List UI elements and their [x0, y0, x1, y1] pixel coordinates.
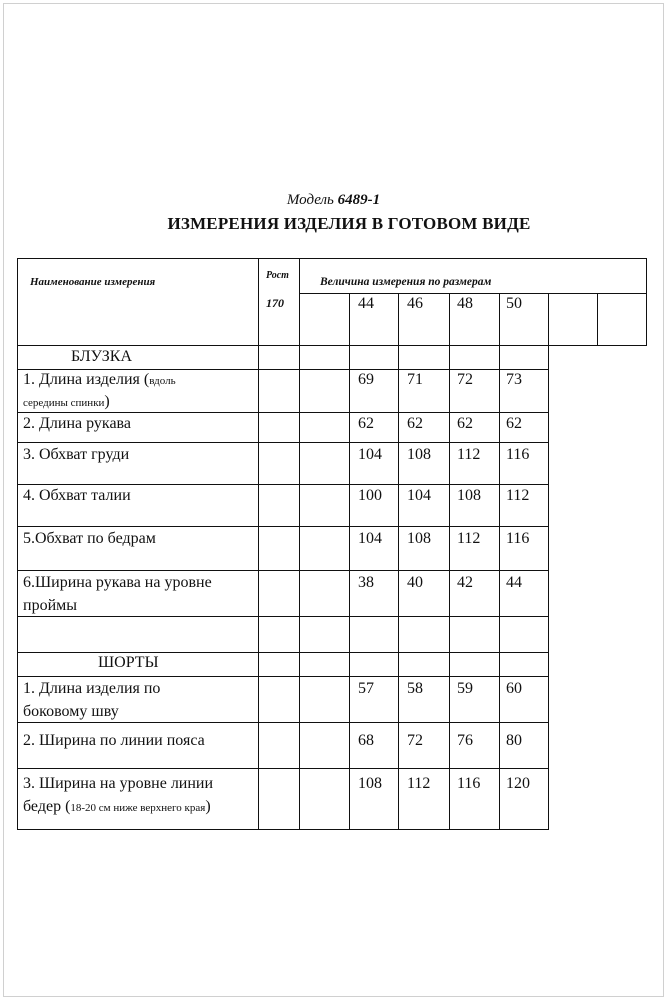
row-line: [17, 768, 549, 769]
value-cell: 62: [358, 415, 374, 432]
header-measurement-name: Наименование измерения: [30, 276, 156, 288]
col-line: [449, 293, 450, 830]
value-cell: 62: [506, 415, 522, 432]
model-label: Модель: [286, 192, 334, 208]
col-line: [597, 293, 598, 345]
value-cell: 112: [457, 446, 481, 463]
header-height-value: 170: [266, 296, 284, 310]
section-title-shorts: ШОРТЫ: [98, 654, 159, 671]
col-line: [299, 258, 300, 830]
value-cell: 58: [407, 680, 423, 697]
table-border-left: [17, 258, 18, 830]
value-cell: 62: [407, 415, 423, 432]
value-cell: 59: [457, 680, 473, 697]
value-cell: 72: [457, 371, 473, 388]
row-line: [17, 676, 549, 677]
row-label: 2. Длина рукава: [23, 415, 131, 432]
row-label-note: середины спинки: [23, 397, 105, 409]
value-cell: 108: [407, 530, 431, 547]
value-cell: 112: [506, 487, 530, 504]
header-sizes-label: Величина измерения по размерам: [320, 276, 492, 288]
row-line: [17, 412, 549, 413]
document-title: ИЗМЕРЕНИЯ ИЗДЕЛИЯ В ГОТОВОМ ВИДЕ: [167, 214, 531, 233]
value-cell: 116: [506, 530, 530, 547]
table-border-right: [646, 258, 647, 346]
value-cell: 69: [358, 371, 374, 388]
row-label: 3. Ширина на уровне линии: [23, 775, 214, 792]
row-label: 3. Обхват груди: [23, 446, 130, 463]
size-header-50: 50: [506, 295, 522, 312]
row-label-note: 18-20 см ниже верхнего края: [70, 802, 206, 814]
col-line: [499, 293, 500, 830]
value-cell: 104: [358, 446, 382, 463]
row-label-tail: ): [205, 798, 211, 815]
row-label-line2: боковому шву: [23, 703, 119, 720]
row-line: [299, 293, 647, 294]
col-line: [548, 293, 549, 830]
col-line: [349, 293, 350, 830]
table-border-bottom: [17, 829, 549, 830]
value-cell: 112: [407, 775, 431, 792]
row-line: [17, 616, 549, 617]
row-label-note: вдоль: [149, 375, 176, 387]
header-height-label: Рост: [266, 270, 289, 281]
table-border-top: [17, 258, 647, 259]
row-label: 4. Обхват талии: [23, 487, 131, 504]
value-cell: 71: [407, 371, 423, 388]
model-number: 6489-1: [337, 192, 381, 208]
row-label-line2: [23, 799, 211, 815]
value-cell: 40: [407, 574, 423, 591]
row-label-line2: проймы: [23, 597, 77, 614]
row-line: [17, 722, 549, 723]
model-line: [0, 192, 667, 209]
row-label: 6.Ширина рукава на уровне: [23, 574, 212, 591]
value-cell: 108: [407, 446, 431, 463]
value-cell: 38: [358, 574, 374, 591]
row-line: [17, 484, 549, 485]
col-line: [258, 258, 259, 830]
row-label: 5.Обхват по бедрам: [23, 530, 156, 547]
value-cell: 112: [457, 530, 481, 547]
value-cell: 42: [457, 574, 473, 591]
row-label-main: бедер (: [23, 798, 71, 815]
row-label: 1. Длина изделия по: [23, 680, 161, 697]
row-label-line2: [23, 394, 110, 410]
value-cell: 57: [358, 680, 374, 697]
value-cell: 73: [506, 371, 522, 388]
row-label: 2. Ширина по линии пояса: [23, 732, 205, 749]
value-cell: 44: [506, 574, 522, 591]
value-cell: 108: [457, 487, 481, 504]
row-line: [17, 652, 549, 653]
row-line: [17, 526, 549, 527]
value-cell: 80: [506, 732, 522, 749]
size-header-44: 44: [358, 295, 374, 312]
value-cell: 68: [358, 732, 374, 749]
size-header-48: 48: [457, 295, 473, 312]
value-cell: 108: [358, 775, 382, 792]
value-cell: 116: [457, 775, 481, 792]
value-cell: 104: [407, 487, 431, 504]
size-header-46: 46: [407, 295, 423, 312]
row-line: [17, 345, 647, 346]
value-cell: 104: [358, 530, 382, 547]
value-cell: 62: [457, 415, 473, 432]
row-label: [23, 372, 176, 388]
section-title-blouse: БЛУЗКА: [71, 348, 132, 365]
value-cell: 116: [506, 446, 530, 463]
col-line: [398, 293, 399, 830]
row-line: [17, 570, 549, 571]
value-cell: 120: [506, 775, 530, 792]
row-line: [17, 442, 549, 443]
value-cell: 60: [506, 680, 522, 697]
value-cell: 76: [457, 732, 473, 749]
value-cell: 72: [407, 732, 423, 749]
row-line: [17, 369, 549, 370]
value-cell: 100: [358, 487, 382, 504]
row-label-tail: ): [104, 393, 110, 410]
row-label-main: 1. Длина изделия (: [23, 371, 150, 388]
